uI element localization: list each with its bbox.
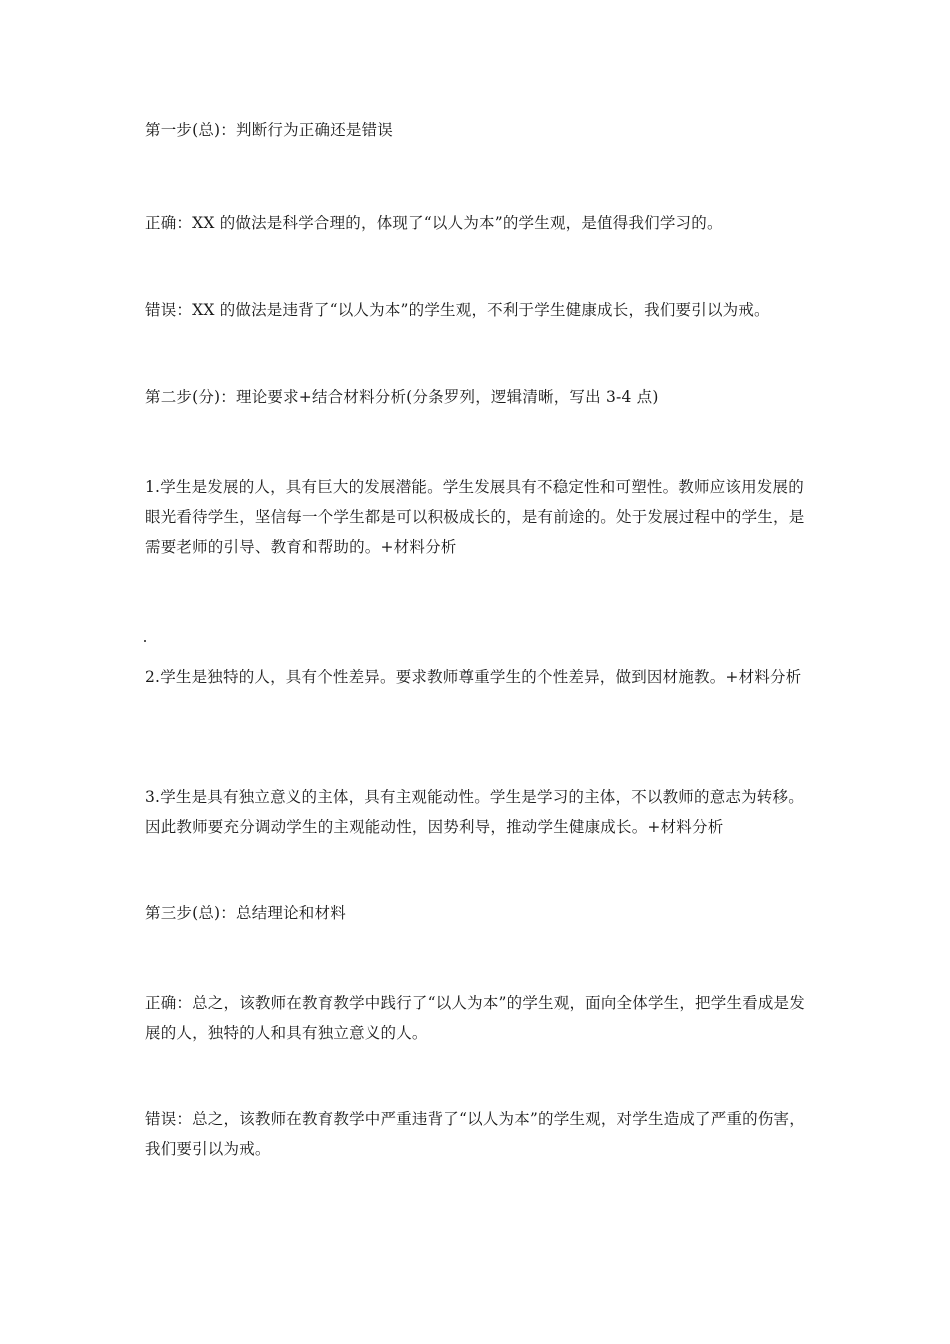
- point-3-paragraph: 3.学生是具有独立意义的主体，具有主观能动性。学生是学习的主体，不以教师的意志为转移。因此教师要充分调动学生的主观能动性，因势利导，推动学生健康成长。+材料分析: [145, 788, 804, 836]
- step2-heading: 第二步(分)：理论要求+结合材料分析(分条罗列，逻辑清晰，写出 3-4 点): [145, 388, 659, 406]
- point-1-paragraph: 1.学生是发展的人，具有巨大的发展潜能。学生发展具有不稳定性和可塑性。教师应该用发展的眼光看待学生，坚信每一个学生都是可以积极成长的，是有前途的。处于发展过程中的学生，是需要老师的引导、教育和帮助的。+材料分析: [145, 478, 805, 556]
- step1-heading: 第一步(总)：判断行为正确还是错误: [145, 121, 393, 139]
- step3-heading: 第三步(总)：总结理论和材料: [145, 904, 346, 922]
- stray-mark: [144, 640, 146, 642]
- point-2-paragraph: 2.学生是独特的人，具有个性差异。要求教师尊重学生的个性差异，做到因材施教。+材料分析: [145, 668, 802, 686]
- step3-wrong-paragraph: 错误：总之，该教师在教育教学中严重违背了“以人为本”的学生观，对学生造成了严重的伤害，我们要引以为戒。: [145, 1110, 805, 1158]
- step1-wrong-paragraph: 错误：XX 的做法是违背了“以人为本”的学生观，不利于学生健康成长，我们要引以为戒。: [145, 301, 770, 319]
- step1-correct-paragraph: 正确：XX 的做法是科学合理的，体现了“以人为本”的学生观，是值得我们学习的。: [145, 214, 723, 232]
- step3-correct-paragraph: 正确：总之，该教师在教育教学中践行了“以人为本”的学生观，面向全体学生，把学生看成是发展的人，独特的人和具有独立意义的人。: [145, 994, 805, 1042]
